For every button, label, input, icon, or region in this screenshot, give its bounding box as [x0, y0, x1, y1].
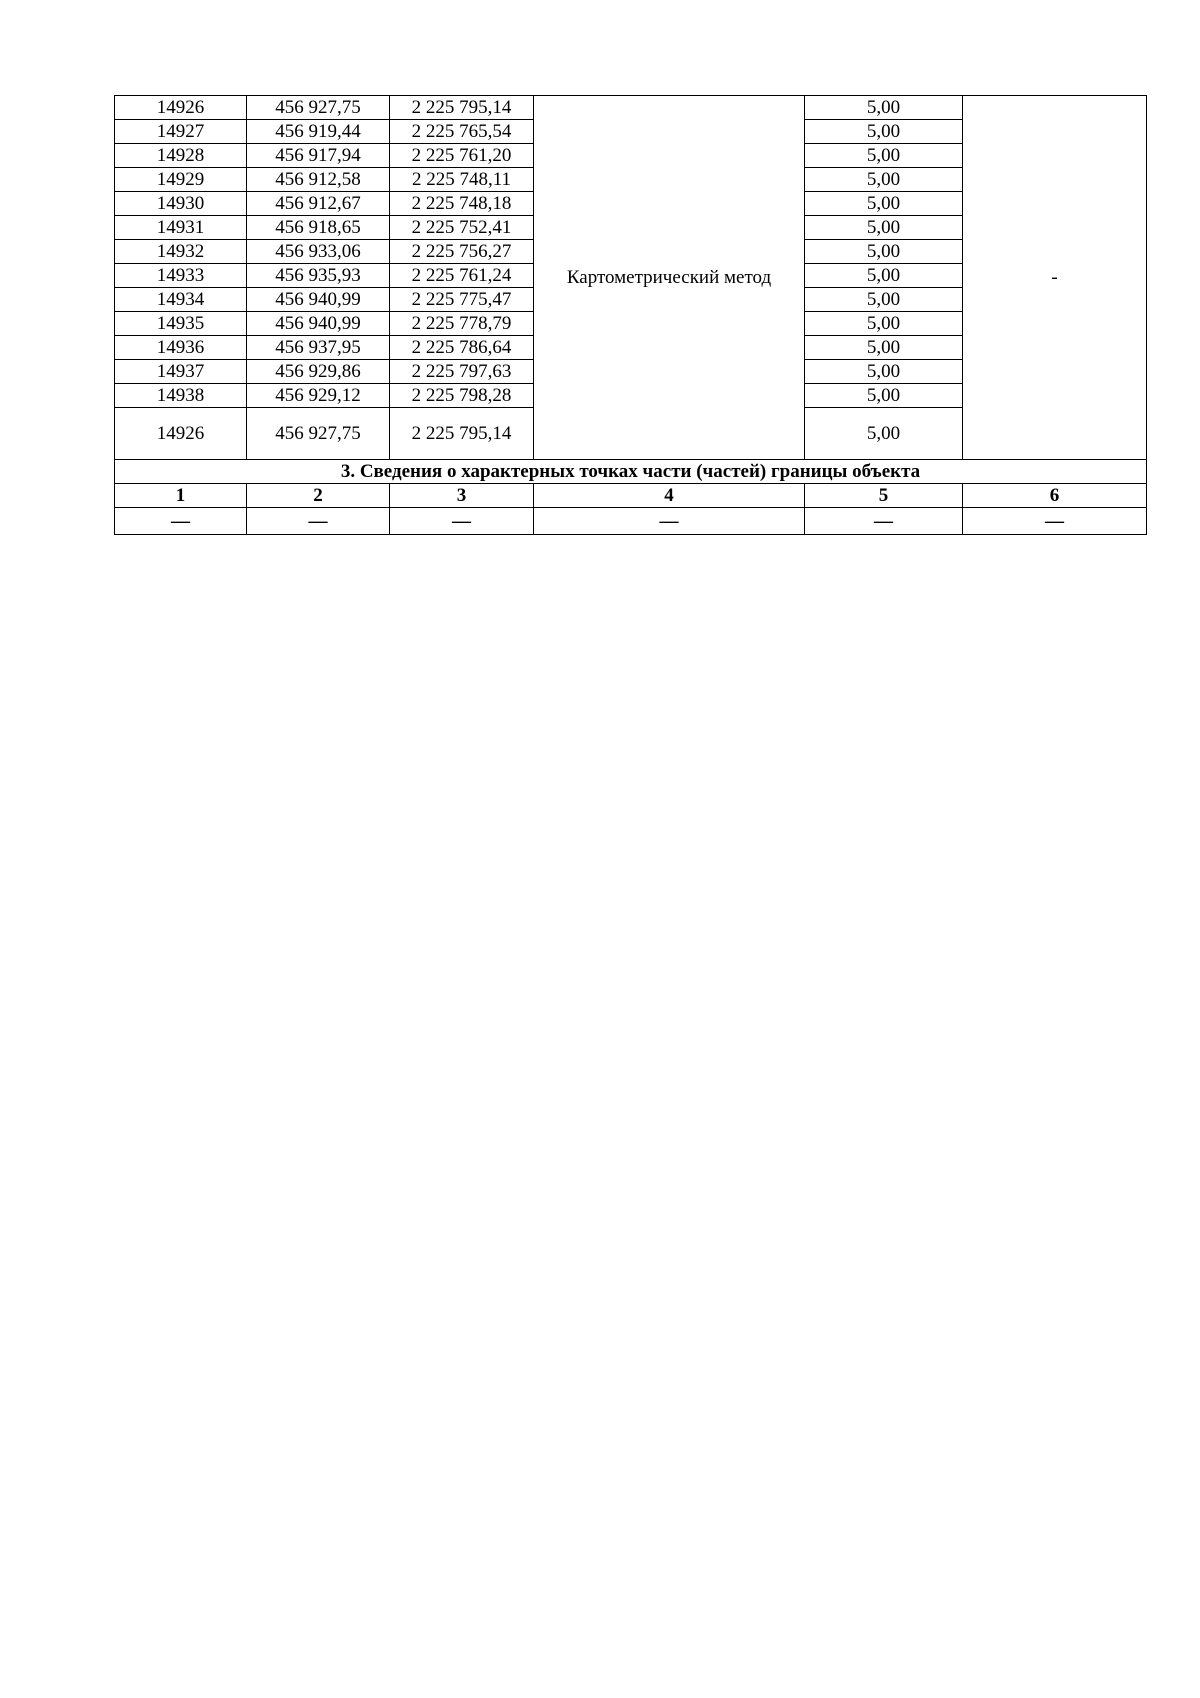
- y-coordinate: 2 225 775,47: [390, 288, 534, 312]
- point-number: 14934: [115, 288, 247, 312]
- y-coordinate: 2 225 795,14: [390, 408, 534, 460]
- point-number: 14932: [115, 240, 247, 264]
- point-number: 14933: [115, 264, 247, 288]
- point-number: 14929: [115, 168, 247, 192]
- column-number: 5: [805, 484, 963, 508]
- y-coordinate: 2 225 765,54: [390, 120, 534, 144]
- section-3-title: 3. Сведения о характерных точках части (частей) границы объекта: [115, 460, 1147, 484]
- x-coordinate: 456 929,12: [247, 384, 390, 408]
- y-coordinate: 2 225 778,79: [390, 312, 534, 336]
- point-number: 14926: [115, 408, 247, 460]
- accuracy-value: 5,00: [805, 408, 963, 460]
- accuracy-value: 5,00: [805, 360, 963, 384]
- method-cell: Картометрический метод: [534, 96, 805, 460]
- y-coordinate: 2 225 786,64: [390, 336, 534, 360]
- point-number: 14930: [115, 192, 247, 216]
- point-number: 14938: [115, 384, 247, 408]
- coordinates-table: [114, 95, 1147, 535]
- x-coordinate: 456 927,75: [247, 408, 390, 460]
- accuracy-value: 5,00: [805, 120, 963, 144]
- accuracy-value: 5,00: [805, 240, 963, 264]
- accuracy-value: 5,00: [805, 312, 963, 336]
- column-number: 2: [247, 484, 390, 508]
- x-coordinate: 456 940,99: [247, 288, 390, 312]
- column-number: 4: [534, 484, 805, 508]
- point-number: 14935: [115, 312, 247, 336]
- y-coordinate: 2 225 748,18: [390, 192, 534, 216]
- accuracy-value: 5,00: [805, 96, 963, 120]
- x-coordinate: 456 929,86: [247, 360, 390, 384]
- point-number: 14928: [115, 144, 247, 168]
- x-coordinate: 456 919,44: [247, 120, 390, 144]
- section-heading-row: [115, 460, 1147, 484]
- y-coordinate: 2 225 797,63: [390, 360, 534, 384]
- x-coordinate: 456 912,67: [247, 192, 390, 216]
- point-number: 14937: [115, 360, 247, 384]
- x-coordinate: 456 918,65: [247, 216, 390, 240]
- empty-cell: —: [963, 508, 1147, 535]
- x-coordinate: 456 933,06: [247, 240, 390, 264]
- column-number: 1: [115, 484, 247, 508]
- accuracy-value: 5,00: [805, 336, 963, 360]
- x-coordinate: 456 940,99: [247, 312, 390, 336]
- accuracy-value: 5,00: [805, 288, 963, 312]
- x-coordinate: 456 935,93: [247, 264, 390, 288]
- accuracy-value: 5,00: [805, 216, 963, 240]
- x-coordinate: 456 917,94: [247, 144, 390, 168]
- point-number: 14926: [115, 96, 247, 120]
- y-coordinate: 2 225 752,41: [390, 216, 534, 240]
- empty-cell: —: [805, 508, 963, 535]
- y-coordinate: 2 225 795,14: [390, 96, 534, 120]
- accuracy-value: 5,00: [805, 168, 963, 192]
- y-coordinate: 2 225 761,24: [390, 264, 534, 288]
- point-number: 14927: [115, 120, 247, 144]
- point-number: 14931: [115, 216, 247, 240]
- y-coordinate: 2 225 798,28: [390, 384, 534, 408]
- accuracy-value: 5,00: [805, 144, 963, 168]
- x-coordinate: 456 927,75: [247, 96, 390, 120]
- column-numbers-row: [115, 484, 1147, 508]
- description-cell: -: [963, 96, 1147, 460]
- empty-data-row: [115, 508, 1147, 535]
- empty-cell: —: [390, 508, 534, 535]
- point-number: 14936: [115, 336, 247, 360]
- x-coordinate: 456 912,58: [247, 168, 390, 192]
- y-coordinate: 2 225 756,27: [390, 240, 534, 264]
- empty-cell: —: [534, 508, 805, 535]
- y-coordinate: 2 225 761,20: [390, 144, 534, 168]
- x-coordinate: 456 937,95: [247, 336, 390, 360]
- table-row: [115, 96, 1147, 120]
- empty-cell: —: [247, 508, 390, 535]
- empty-cell: —: [115, 508, 247, 535]
- column-number: 6: [963, 484, 1147, 508]
- column-number: 3: [390, 484, 534, 508]
- accuracy-value: 5,00: [805, 384, 963, 408]
- accuracy-value: 5,00: [805, 192, 963, 216]
- y-coordinate: 2 225 748,11: [390, 168, 534, 192]
- accuracy-value: 5,00: [805, 264, 963, 288]
